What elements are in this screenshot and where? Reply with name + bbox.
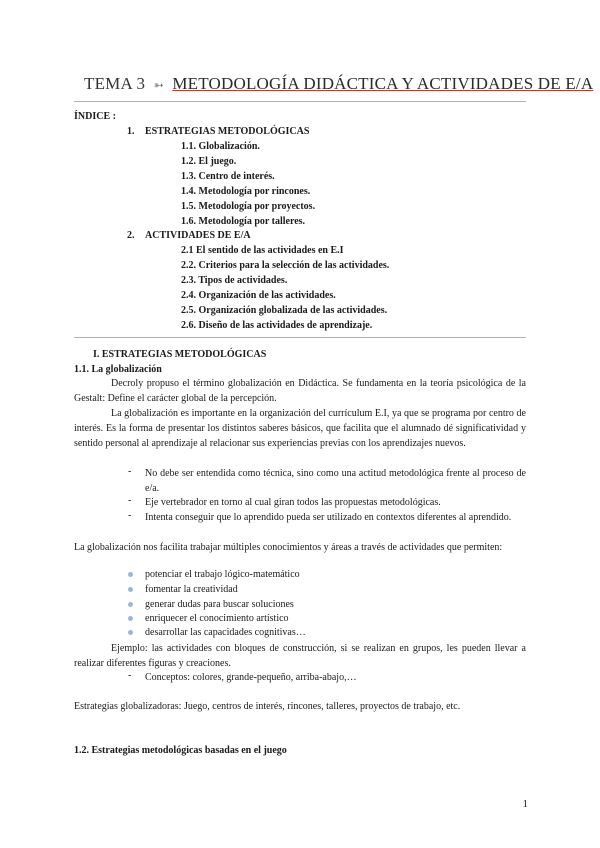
index-sec1-title: ESTRATEGIAS METODOLÓGICAS bbox=[145, 126, 310, 137]
bullet-item: potenciar el trabajo lógico-matemático bbox=[128, 568, 300, 583]
index-item: 1.3. Centro de interés. bbox=[181, 171, 275, 182]
dash-item: Conceptos: colores, grande-pequeño, arriba-abajo,… bbox=[145, 672, 357, 683]
bullet-item: desarrollar las capacidades cognitivas… bbox=[128, 626, 306, 641]
dash-item: Intenta conseguir que lo aprendido pueda ser utilizado en contextos diferentes al aprendido. bbox=[145, 512, 512, 523]
bullet-icon bbox=[128, 587, 133, 592]
document-title bbox=[84, 74, 593, 94]
section-heading: I. ESTRATEGIAS METODOLÓGICAS bbox=[93, 349, 267, 360]
bullet-item: enriquecer el conocimiento artístico bbox=[128, 612, 289, 627]
paragraph: Ejemplo: las actividades con bloques de construcción, si se realizan en grupos, les pueden llevar a realizar diferentes figuras y creaciones. bbox=[74, 643, 526, 669]
index-item: 2.3. Tipos de actividades. bbox=[181, 275, 288, 286]
index-item: 2.6. Diseño de las actividades de aprendizaje. bbox=[181, 320, 373, 331]
bullet-item: fomentar la creatividad bbox=[128, 583, 238, 598]
bullet-icon bbox=[128, 572, 133, 577]
paragraph: Estrategias globalizadoras: Juego, centros de interés, rincones, talleres, proyectos de trabajo, etc. bbox=[74, 701, 461, 712]
paragraph: La globalización es importante en la organización del currículum E.I, ya que se programa por centro de interés. Es la forma de presentar los distintos saberes básicos, que facilita que el alumnado dé significatividad y sentido personal al aprendizaje al relacionar sus experiencias previas con los aprendizajes nuevos. bbox=[74, 408, 526, 449]
paragraph: Decroly propuso el término globalización en Didáctica. Se fundamenta en la teoría psicológica de la Gestalt: Define el carácter global de la percepción. bbox=[74, 378, 526, 404]
index-item: 2.1 El sentido de las actividades en E.I bbox=[181, 245, 344, 256]
dash-marker: - bbox=[128, 466, 132, 477]
index-sec2-num: 2. bbox=[127, 230, 135, 241]
paragraph: La globalización nos facilita trabajar múltiples conocimientos y áreas a través de actividades que permiten: bbox=[74, 542, 503, 553]
index-sec2-title: ACTIVIDADES DE E/A bbox=[145, 230, 251, 241]
arrow-icon: ➳ bbox=[153, 78, 164, 92]
bullet-item: generar dudas para buscar soluciones bbox=[128, 598, 294, 613]
index-item: 2.5. Organización globalizada de las actividades. bbox=[181, 305, 388, 316]
subsection-heading: 1.2. Estrategias metodológicas basadas en el juego bbox=[74, 745, 287, 756]
tema-label: TEMA 3 bbox=[84, 74, 146, 93]
index-item: 1.1. Globalización. bbox=[181, 141, 260, 152]
title-text: METODOLOGÍA DIDÁCTICA Y ACTIVIDADES DE E/A bbox=[172, 74, 594, 93]
bullet-icon bbox=[128, 602, 133, 607]
index-divider bbox=[74, 337, 526, 338]
bullet-icon bbox=[128, 616, 133, 621]
index-item: 2.4. Organización de las actividades. bbox=[181, 290, 336, 301]
dash-marker: - bbox=[128, 670, 132, 681]
index-sec1-num: 1. bbox=[127, 126, 135, 137]
subsection-heading: 1.1. La globalización bbox=[74, 364, 162, 375]
index-item: 1.6. Metodología por talleres. bbox=[181, 216, 306, 227]
index-item: 1.4. Metodología por rincones. bbox=[181, 186, 311, 197]
index-label: ÍNDICE : bbox=[74, 111, 116, 122]
index-item: 1.2. El juego. bbox=[181, 156, 237, 167]
dash-marker: - bbox=[128, 495, 132, 506]
dash-item: Eje vertebrador en torno al cual giran todos las propuestas metodológicas. bbox=[145, 497, 441, 508]
index-item: 1.5. Metodología por proyectos. bbox=[181, 201, 316, 212]
title-divider bbox=[74, 101, 526, 102]
page-number: 1 bbox=[522, 798, 528, 810]
dash-item: No debe ser entendida como técnica, sino como una actitud metodológica frente al proceso de e/a. bbox=[145, 468, 526, 494]
bullet-icon bbox=[128, 630, 133, 635]
dash-marker: - bbox=[128, 510, 132, 521]
index-item: 2.2. Criterios para la selección de las actividades. bbox=[181, 260, 390, 271]
